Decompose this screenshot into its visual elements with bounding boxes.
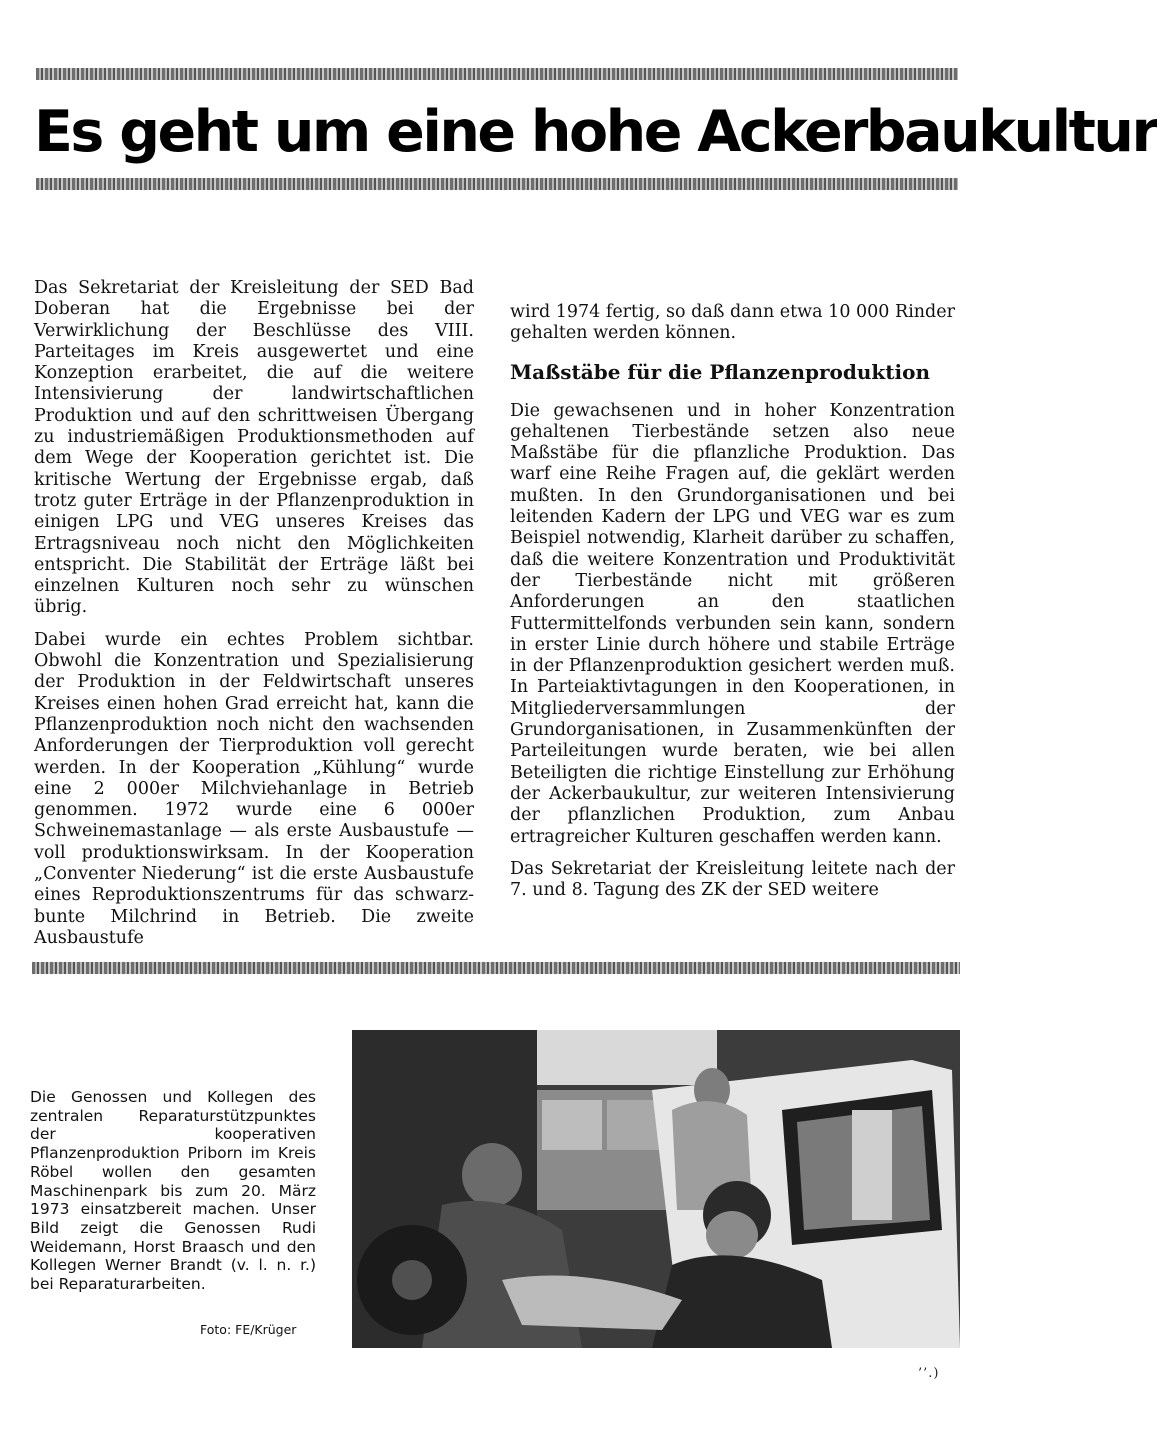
repair-workshop-photo — [352, 1030, 960, 1348]
photo-caption: Die Genossen und Kollegen des zentralen Reparaturstützpunktes der kooperativen Pflanzenproduktion Priborn im Kreis Röbel wollen den gesamten Maschinenpark bis zum 20. März 1973 einsatzbereit machen. Unser Bild zeigt die Genossen Rudi Weidemann, Horst Braasch und den Kollegen Werner Brandt (v. l. n. r.) bei Reparaturarbeiten. — [30, 1088, 316, 1294]
paragraph: Dabei wurde ein echtes Problem sichtbar. Obwohl die Konzentration und Spezialisierung der Produktion in der Feldwirtschaft unseres Kreises einen hohen Grad erreicht hat, kann die Pflanzenproduktion noch nicht den wachsenden Anforderungen der Tierproduktion voll gerecht werden. In der Kooperation „Kühlung“ wurde eine 2 000er Milchviehanlage in Betrieb genommen. 1972 wurde eine 6 000er Schweinemastanlage — als erste Ausbaustufe — voll produktionswirksam. In der Kooperation „Conventer Niederung“ ist die erste Ausbaustufe eines Reproduktionszentrums für das schwarz-bunte Milchrind in Betrieb. Die zweite Ausbaustufe — [34, 629, 474, 948]
paragraph: Die gewachsenen und in hoher Konzentration gehaltenen Tierbestände setzen also neue Maßstäbe für die pflanzliche Produktion. Das warf eine Reihe Fragen auf, die geklärt werden mußten. In den Grundorganisationen und bei leitenden Kadern der LPG und VEG war es zum Beispiel notwendig, Klarheit darüber zu schaffen, daß die weitere Konzentration und Produktivität der Tierbestände nicht mit größeren Anforderungen an den staatlichen Futtermittelfonds verbunden sein kann, sondern in erster Linie durch höhere und stabile Erträge in der Pflanzenproduktion gesichert werden muß. In Parteiaktivtagungen in den Kooperationen, in Mitgliederversammlungen der Grundorganisationen, in Zusammenkünften der Parteileitungen wurde beraten, wie bei allen Beteiligten die richtige Einstellung zur Erhöhung der Ackerbaukultur, zur weiteren Intensivierung der pflanzlichen Produktion, zum Anbau ertragreicher Kulturen geschaffen werden kann. — [510, 400, 955, 847]
page-number: ’’.) — [918, 1366, 940, 1381]
paragraph: Das Sekretariat der Kreisleitung der SED Bad Doberan hat die Ergebnisse bei der Verwirklichung der Beschlüsse des VIII. Parteitages im Kreis ausgewertet und eine Konzeption erarbeitet, die auf die weitere Intensivierung der landwirtschaftlichen Produktion und auf den schrittweisen Übergang zu industriemäßigen Produktionsmethoden auf dem Wege der Kooperation gerichtet ist. Die kritische Wertung der Ergebnisse ergab, daß trotz guter Erträge in der Pflanzenproduktion in einigen LPG und VEG unseres Kreises das Ertragsniveau noch nicht den Möglichkeiten entspricht. Die Stabilität der Erträge läßt bei einzelnen Kulturen noch sehr zu wünschen übrig. — [34, 278, 474, 618]
paragraph: wird 1974 fertig, so daß dann etwa 10 000 Rinder gehalten werden können. — [510, 302, 955, 344]
article-headline: Es geht um eine hohe Ackerbaukultur — [34, 99, 1157, 165]
right-text-column — [510, 302, 955, 912]
paragraph: Das Sekretariat der Kreisleitung leitete nach der 7. und 8. Tagung des ZK der SED weitere — [510, 858, 955, 901]
top-decorative-rule — [36, 68, 958, 80]
left-text-column — [34, 278, 474, 960]
photo-credit: Foto: FE/Krüger — [200, 1322, 297, 1337]
headline-underline-rule — [36, 178, 958, 190]
section-subheading: Maßstäbe für die Pflanzenproduktion — [510, 359, 930, 384]
section-divider-rule — [32, 962, 960, 974]
